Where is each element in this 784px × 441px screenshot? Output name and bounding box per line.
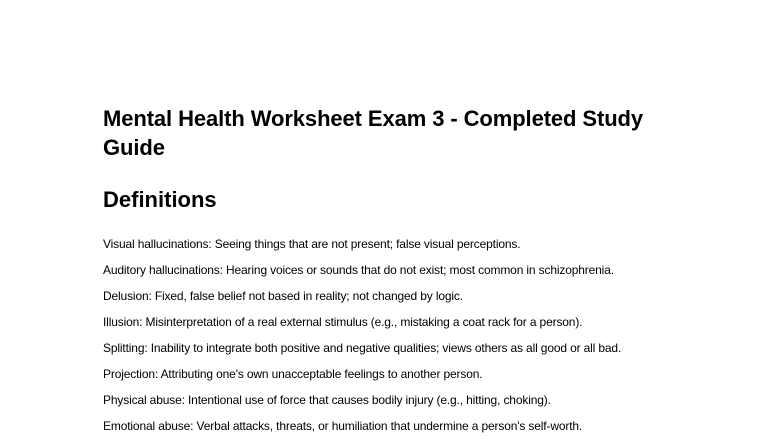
definition-projection: Projection: Attributing one's own unacceptable feelings to another person.	[103, 367, 483, 381]
definition-emotional-abuse: Emotional abuse: Verbal attacks, threats, or humiliation that undermine a person's self-worth.	[103, 419, 583, 433]
definition-delusion: Delusion: Fixed, false belief not based in reality; not changed by logic.	[103, 289, 463, 303]
definition-visual-hallucinations: Visual hallucinations: Seeing things that are not present; false visual perceptions.	[103, 237, 521, 251]
definition-illusion: Illusion: Misinterpretation of a real external stimulus (e.g., mistaking a coat rack for a person).	[103, 315, 583, 329]
definition-auditory-hallucinations: Auditory hallucinations: Hearing voices or sounds that do not exist; most common in schizophrenia.	[103, 263, 614, 277]
section-heading-definitions: Definitions	[103, 187, 217, 212]
definition-physical-abuse: Physical abuse: Intentional use of force that causes bodily injury (e.g., hitting, choking).	[103, 393, 551, 407]
definition-splitting: Splitting: Inability to integrate both positive and negative qualities; views others as all good or all bad.	[103, 341, 622, 355]
definitions-list	[103, 236, 683, 441]
document-title: Mental Health Worksheet Exam 3 - Completed Study Guide	[103, 106, 644, 160]
